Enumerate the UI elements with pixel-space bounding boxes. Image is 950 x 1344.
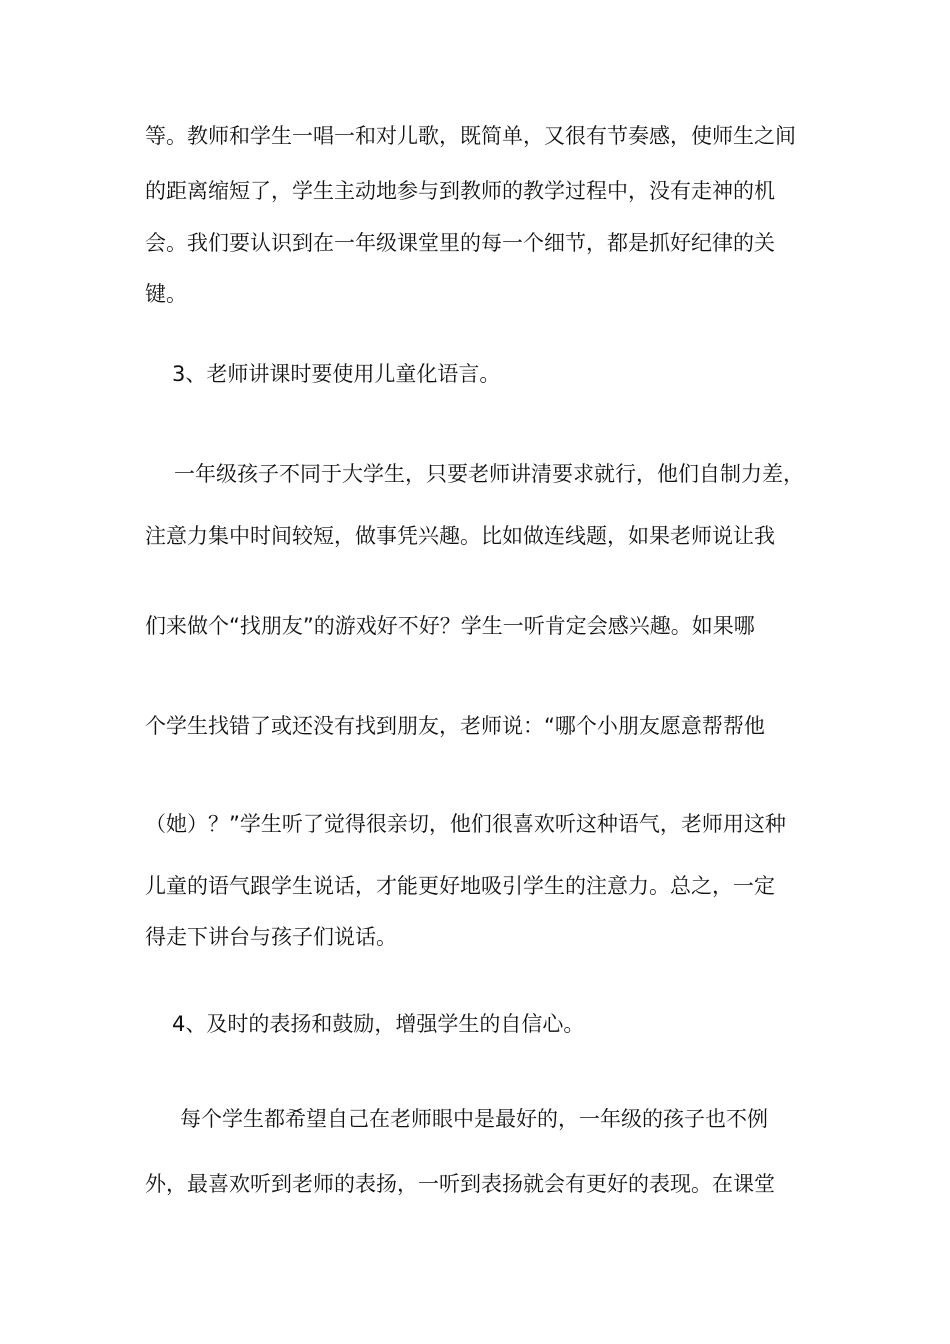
section-heading-3: 3、老师讲课时要使用儿童化语言。 — [172, 362, 501, 386]
paragraph-line: 等。教师和学生一唱一和对儿歌，既简单，又很有节奏感，使师生之间 — [145, 124, 796, 148]
paragraph-line: 得走下讲台与孩子们说话。 — [145, 925, 397, 949]
paragraph-line: （她）？”学生听了觉得很亲切，他们很喜欢听这种语气，老师用这种 — [145, 812, 786, 836]
paragraph-line: 的距离缩短了，学生主动地参与到教师的教学过程中，没有走神的机 — [145, 179, 775, 203]
paragraph-line: 外，最喜欢听到老师的表扬，一听到表扬就会有更好的表现。在课堂 — [145, 1172, 775, 1196]
paragraph-line: 注意力集中时间较短，做事凭兴趣。比如做连线题，如果老师说让我 — [145, 524, 775, 548]
paragraph-line: 会。我们要认识到在一年级课堂里的每一个细节，都是抓好纪律的关 — [145, 231, 775, 255]
paragraph-line: 们来做个“找朋友”的游戏好不好？学生一听肯定会感兴趣。如果哪 — [145, 614, 755, 638]
paragraph-line: 个学生找错了或还没有找到朋友，老师说：“哪个小朋友愿意帮帮他 — [145, 714, 765, 738]
section-heading-4: 4、及时的表扬和鼓励，增强学生的自信心。 — [172, 1012, 585, 1036]
paragraph-line: 一年级孩子不同于大学生，只要老师讲清要求就行，他们自制力差， — [174, 462, 804, 486]
paragraph-line: 键。 — [145, 282, 187, 306]
paragraph-line: 儿童的语气跟学生说话，才能更好地吸引学生的注意力。总之，一定 — [145, 874, 775, 898]
paragraph-line: 每个学生都希望自己在老师眼中是最好的，一年级的孩子也不例 — [180, 1107, 768, 1131]
